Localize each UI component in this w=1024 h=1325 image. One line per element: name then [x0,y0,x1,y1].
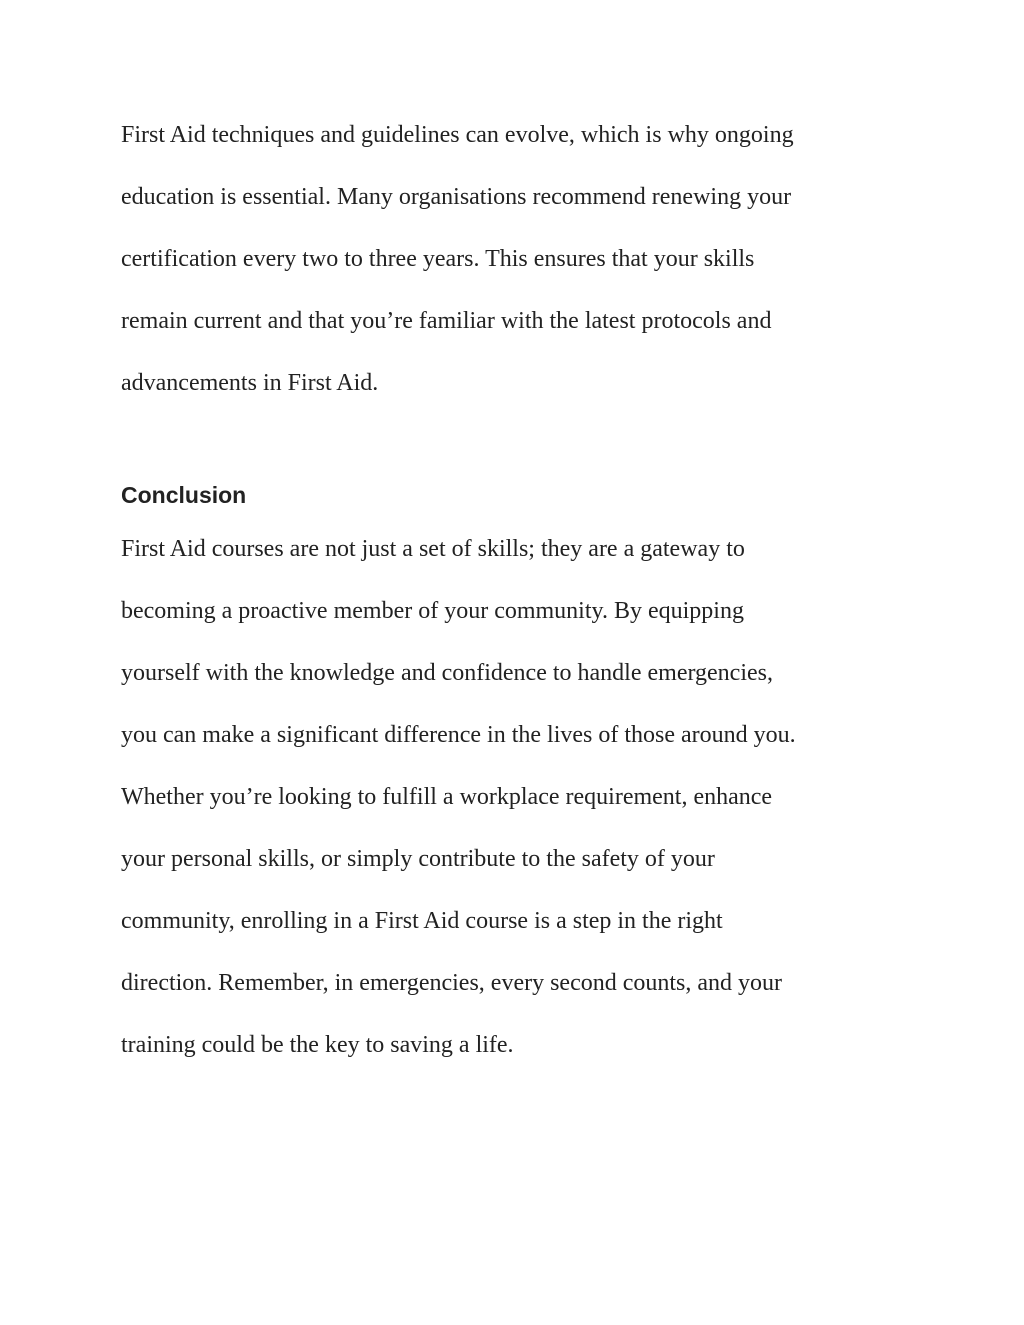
paragraph-line: Whether you’re looking to fulfill a workplace requirement, enhance [121,784,773,810]
paragraph-line: training could be the key to saving a life. [121,1032,514,1058]
paragraph-line: community, enrolling in a First Aid course is a step in the right [121,908,723,934]
paragraph-line: First Aid courses are not just a set of skills; they are a gateway to [121,536,745,562]
paragraph-line: direction. Remember, in emergencies, every second counts, and your [121,970,783,996]
paragraph-line: yourself with the knowledge and confidence to handle emergencies, [121,660,773,686]
paragraph-line: certification every two to three years. This ensures that your skills [121,246,755,272]
paragraph-line: your personal skills, or simply contribute to the safety of your [121,846,715,872]
paragraph-line: advancements in First Aid. [121,370,379,396]
conclusion-heading: Conclusion [121,482,247,508]
paragraph-line: First Aid techniques and guidelines can evolve, which is why ongoing [121,122,794,148]
paragraph-line: you can make a significant difference in the lives of those around you. [121,722,796,748]
paragraph-line: remain current and that you’re familiar with the latest protocols and [121,308,772,334]
paragraph-line: becoming a proactive member of your community. By equipping [121,598,744,624]
paragraph-line: education is essential. Many organisations recommend renewing your [121,184,792,210]
